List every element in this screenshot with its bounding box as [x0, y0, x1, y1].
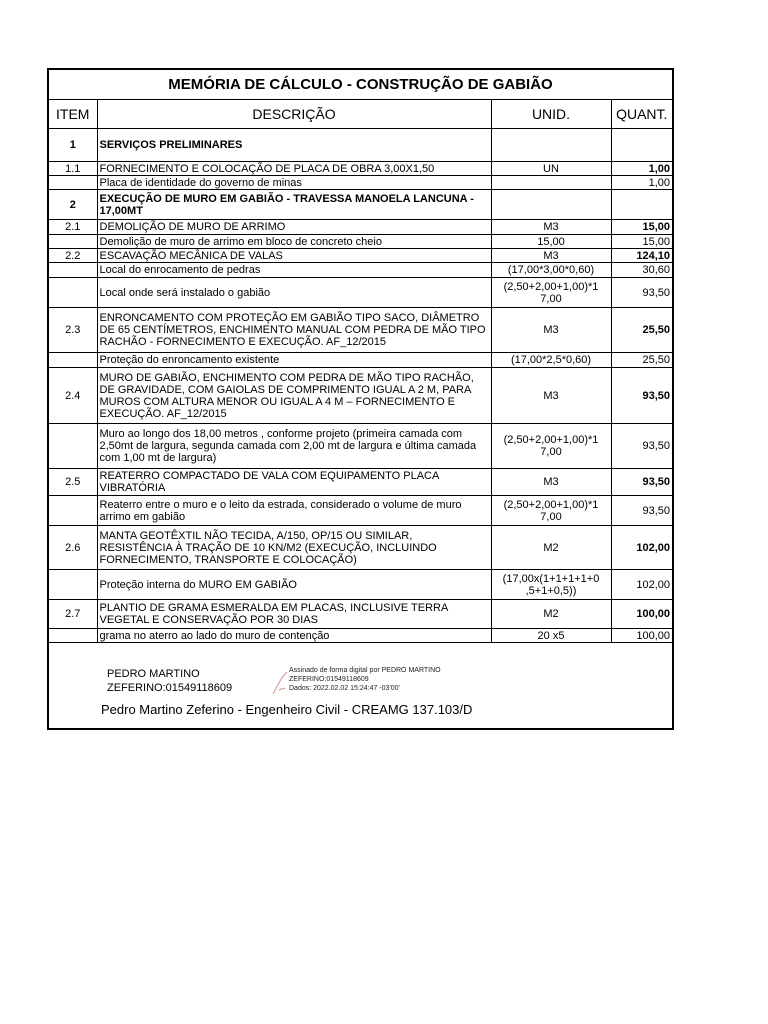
table-row — [49, 263, 672, 278]
cell-quantity: 93,50 — [611, 496, 672, 526]
cell-quantity: 100,00 — [611, 600, 672, 629]
table-row — [49, 129, 672, 162]
cell-item: 2.4 — [49, 368, 97, 424]
digital-signature-stamp — [289, 666, 441, 693]
cell-quantity: 93,50 — [611, 368, 672, 424]
table-row — [49, 600, 672, 629]
cell-item — [49, 235, 97, 249]
cell-unit: M3 — [491, 469, 611, 496]
cell-item: 2.3 — [49, 308, 97, 353]
table-row — [49, 469, 672, 496]
cell-item: 2.7 — [49, 600, 97, 629]
cell-description: SERVIÇOS PRELIMINARES — [97, 129, 491, 162]
table-row — [49, 176, 672, 190]
table-row — [49, 353, 672, 368]
table-row — [49, 308, 672, 353]
cell-quantity: 1,00 — [611, 162, 672, 176]
cell-description: Reaterro entre o muro e o leito da estrada, considerado o volume de muro arrimo em gabião — [97, 496, 491, 526]
calculation-memo-frame — [47, 68, 674, 730]
table-row — [49, 570, 672, 600]
cell-quantity: 15,00 — [611, 235, 672, 249]
cell-description: Proteção interna do MURO EM GABIÃO — [97, 570, 491, 600]
cell-item — [49, 629, 97, 643]
digital-signature-line1: Assinado de forma digital por PEDRO MARTINO — [289, 667, 441, 674]
calculation-memo-table — [49, 70, 672, 643]
cell-description: MURO DE GABIÃO, ENCHIMENTO COM PEDRA DE MÃO TIPO RACHÃO, DE GRAVIDADE, COM GAIOLAS DE COMPRIMENTO IGUAL A 2 M, PARA MUROS COM ALTURA MENOR OU IGUAL A 4 M – FORNECIMENTO E EXECUÇÃO. AF_12/2015 — [97, 368, 491, 424]
cell-unit: M3 — [491, 220, 611, 235]
cell-item — [49, 496, 97, 526]
cell-description: Muro ao longo dos 18,00 metros , conforme projeto (primeira camada com 2,50mt de largura, segunda camada com 2,00 mt de largura e última camada com 1,00 mt de largura) — [97, 424, 491, 469]
table-row — [49, 368, 672, 424]
cell-quantity: 102,00 — [611, 526, 672, 570]
cell-item: 2.5 — [49, 469, 97, 496]
cell-quantity: 15,00 — [611, 220, 672, 235]
cell-quantity: 25,50 — [611, 308, 672, 353]
cell-quantity: 1,00 — [611, 176, 672, 190]
header-quant: QUANT. — [611, 100, 672, 129]
cell-item — [49, 424, 97, 469]
cell-description: grama no aterro ao lado do muro de contenção — [97, 629, 491, 643]
cell-quantity: 25,50 — [611, 353, 672, 368]
cell-item: 1 — [49, 129, 97, 162]
header-row — [49, 100, 672, 129]
cell-item — [49, 353, 97, 368]
digital-signature-line3: Dados: 2022.02.02 15:24:47 -03'00' — [289, 685, 400, 692]
cell-description: Placa de identidade do governo de minas — [97, 176, 491, 190]
table-row — [49, 496, 672, 526]
document-title: MEMÓRIA DE CÁLCULO - CONSTRUÇÃO DE GABIÃO — [49, 70, 672, 100]
cell-unit: (2,50+2,00+1,00)*1 7,00 — [491, 424, 611, 469]
table-row — [49, 162, 672, 176]
cell-unit: M2 — [491, 526, 611, 570]
cell-unit — [491, 190, 611, 220]
cell-description: ENRONCAMENTO COM PROTEÇÃO EM GABIÃO TIPO SACO, DIÂMETRO DE 65 CENTÍMETROS, ENCHIMENTO MANUAL COM PEDRA DE MÃO TIPO RACHÃO - FORNECIMENTO E EXECUÇÃO. AF_12/2015 — [97, 308, 491, 353]
cell-unit: M3 — [491, 308, 611, 353]
cell-description: EXECUÇÃO DE MURO EM GABIÃO - TRAVESSA MANOELA LANCUNA - 17,00MT — [97, 190, 491, 220]
header-unid: UNID. — [491, 100, 611, 129]
cell-unit: (17,00x(1+1+1+1+0 ,5+1+0,5)) — [491, 570, 611, 600]
cell-unit: (2,50+2,00+1,00)*1 7,00 — [491, 496, 611, 526]
cell-unit: (2,50+2,00+1,00)*1 7,00 — [491, 278, 611, 308]
table-row — [49, 235, 672, 249]
table-row — [49, 424, 672, 469]
title-row — [49, 70, 672, 100]
cell-description: FORNECIMENTO E COLOCAÇÃO DE PLACA DE OBRA 3,00X1,50 — [97, 162, 491, 176]
cell-item — [49, 176, 97, 190]
cell-item — [49, 263, 97, 278]
cell-unit — [491, 129, 611, 162]
cell-quantity: 93,50 — [611, 278, 672, 308]
signature-name-line1: PEDRO MARTINO — [107, 668, 200, 680]
signature-name — [107, 667, 232, 695]
header-item: ITEM — [49, 100, 97, 129]
cell-description: Local onde será instalado o gabião — [97, 278, 491, 308]
header-descricao: DESCRIÇÃO — [97, 100, 491, 129]
cell-item: 2.6 — [49, 526, 97, 570]
signature-scribble-icon — [269, 668, 291, 698]
cell-unit: M2 — [491, 600, 611, 629]
cell-description: Local do enrocamento de pedras — [97, 263, 491, 278]
cell-description: REATERRO COMPACTADO DE VALA COM EQUIPAMENTO PLACA VIBRATÓRIA — [97, 469, 491, 496]
cell-quantity: 93,50 — [611, 469, 672, 496]
cell-quantity — [611, 129, 672, 162]
table-row — [49, 190, 672, 220]
cell-item: 2 — [49, 190, 97, 220]
signature-name-line2: ZEFERINO:01549118609 — [107, 682, 233, 694]
cell-description: PLANTIO DE GRAMA ESMERALDA EM PLACAS, INCLUSIVE TERRA VEGETAL E CONSERVAÇÃO POR 30 DIAS — [97, 600, 491, 629]
table-row — [49, 220, 672, 235]
engineer-credit: Pedro Martino Zeferino - Engenheiro Civil - CREAMG 137.103/D — [101, 702, 473, 717]
cell-quantity: 100,00 — [611, 629, 672, 643]
cell-item — [49, 570, 97, 600]
cell-description: Demolição de muro de arrimo em bloco de concreto cheio — [97, 235, 491, 249]
digital-signature-line2: ZEFERINO:01549118609 — [289, 676, 369, 683]
cell-unit: (17,00*3,00*0,60) — [491, 263, 611, 278]
cell-quantity: 102,00 — [611, 570, 672, 600]
cell-item — [49, 278, 97, 308]
table-row — [49, 526, 672, 570]
cell-unit: M3 — [491, 249, 611, 263]
cell-item: 2.2 — [49, 249, 97, 263]
table-row — [49, 278, 672, 308]
cell-description: DEMOLIÇÃO DE MURO DE ARRIMO — [97, 220, 491, 235]
cell-quantity: 93,50 — [611, 424, 672, 469]
table-row — [49, 249, 672, 263]
cell-unit: 15,00 — [491, 235, 611, 249]
cell-unit: UN — [491, 162, 611, 176]
cell-unit — [491, 176, 611, 190]
cell-description: MANTA GEOTÊXTIL NÃO TECIDA, A/150, OP/15 OU SIMILAR, RESISTÊNCIA À TRAÇÃO DE 10 KN/M2 (EXECUÇÃO, INCLUINDO FORNECIMENTO, TRANSPORTE E COLOCAÇÃO) — [97, 526, 491, 570]
cell-item: 2.1 — [49, 220, 97, 235]
cell-quantity: 30,60 — [611, 263, 672, 278]
cell-unit: (17,00*2,5*0,60) — [491, 353, 611, 368]
cell-unit: M3 — [491, 368, 611, 424]
table-row — [49, 629, 672, 643]
cell-unit: 20 x5 — [491, 629, 611, 643]
cell-quantity: 124,10 — [611, 249, 672, 263]
cell-description: ESCAVAÇÃO MECÂNICA DE VALAS — [97, 249, 491, 263]
cell-quantity — [611, 190, 672, 220]
cell-description: Proteção do enroncamento existente — [97, 353, 491, 368]
cell-item: 1.1 — [49, 162, 97, 176]
